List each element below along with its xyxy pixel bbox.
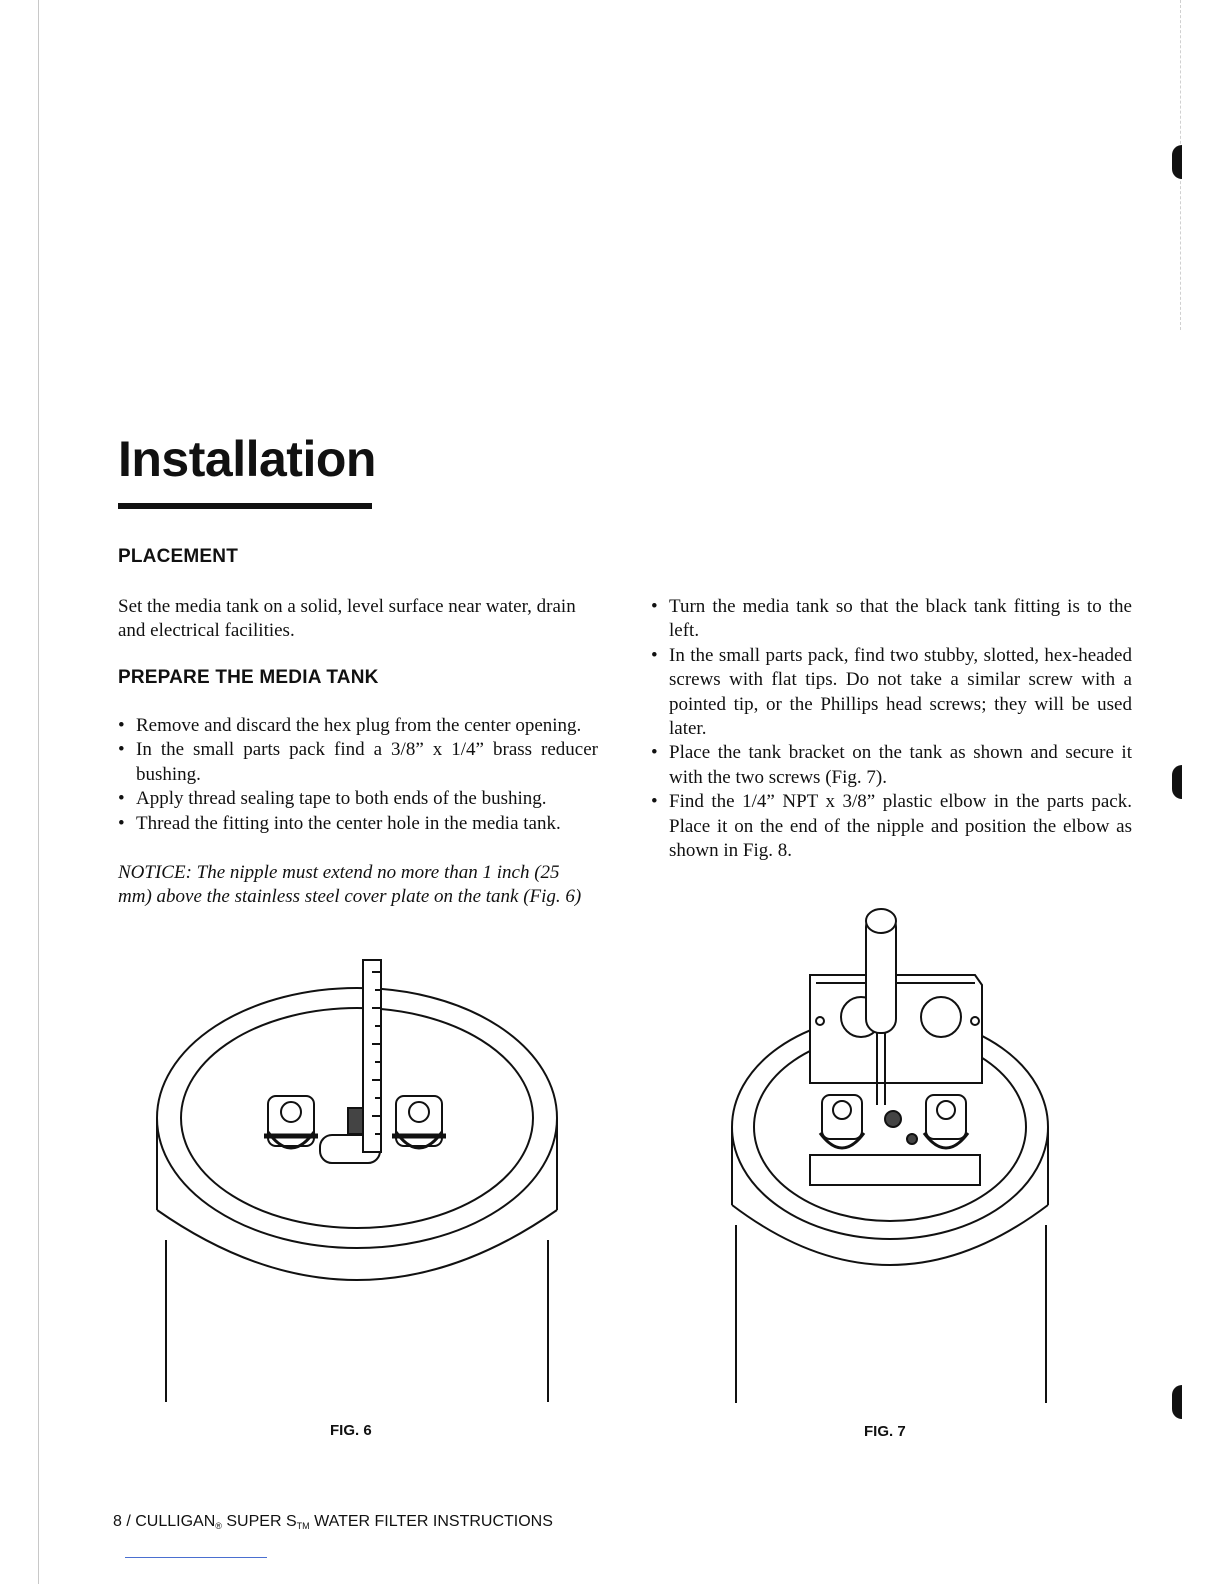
binder-tab-mark	[1172, 145, 1182, 179]
binder-tab-mark	[1172, 1385, 1182, 1419]
page-footer: $8 / CULLIGAN_®$ SUPER $S_{TM}$ WATER FILTER INSTRUCTIONS	[113, 1513, 553, 1531]
footer-product: SUPER S	[226, 1513, 297, 1530]
footer-link-underline	[125, 1557, 267, 1558]
list-item: • Place the tank bracket on the tank as shown and secure it with the two screws (Fig. 7).	[651, 741, 1132, 790]
page-title: Installation	[118, 431, 376, 487]
fig6-ruler	[363, 960, 381, 1152]
list-item: • Remove and discard the hex plug from the center opening.	[118, 714, 598, 738]
page-number: 8	[113, 1513, 122, 1530]
list-item: • Turn the media tank so that the black tank fitting is to the left.	[651, 595, 1132, 644]
title-underline	[118, 503, 372, 509]
list-item: • Apply thread sealing tape to both ends of the bushing.	[118, 787, 598, 811]
notice-text: NOTICE: The nipple must extend no more than 1 inch (25 mm) above the stainless steel cover plate on the tank (Fig. 6)	[118, 862, 582, 907]
list-item: • Thread the fitting into the center hole in the media tank.	[118, 812, 598, 836]
fig6-illustration	[150, 950, 570, 1410]
prepare-bullet-list	[118, 714, 598, 836]
prepare-heading: PREPARE THE MEDIA TANK	[118, 667, 379, 688]
list-item: • Find the 1/4” NPT x 3/8” plastic elbow in the parts pack. Place it on the end of the nipple and position the elbow as shown in Fig. 8.	[651, 790, 1132, 863]
fig6-caption: FIG. 6	[330, 1422, 372, 1439]
left-margin-line	[38, 0, 39, 1584]
fig7-caption: FIG. 7	[864, 1423, 906, 1440]
fig7-illustration	[730, 905, 1070, 1415]
list-item: • In the small parts pack find a 3/8” x 1/4” brass reducer bushing.	[118, 738, 598, 787]
right-bullet-list	[651, 595, 1132, 863]
binder-tab-mark	[1172, 765, 1182, 799]
fig6-tank-body	[157, 988, 557, 1402]
placement-text: Set the media tank on a solid, level surface near water, drain and electrical facilities.	[118, 596, 576, 641]
list-item: • In the small parts pack, find two stubby, slotted, hex-headed screws with flat tips. Do not take a similar screw with a pointed tip, or the Phillips head screws; they will be used later.	[651, 644, 1132, 742]
footer-brand: CULLIGAN	[135, 1513, 216, 1530]
footer-rest: WATER FILTER INSTRUCTIONS	[314, 1513, 553, 1530]
trademark-mark: TM	[296, 1521, 310, 1531]
placement-heading: PLACEMENT	[118, 546, 239, 567]
registered-mark: ®	[215, 1521, 222, 1531]
